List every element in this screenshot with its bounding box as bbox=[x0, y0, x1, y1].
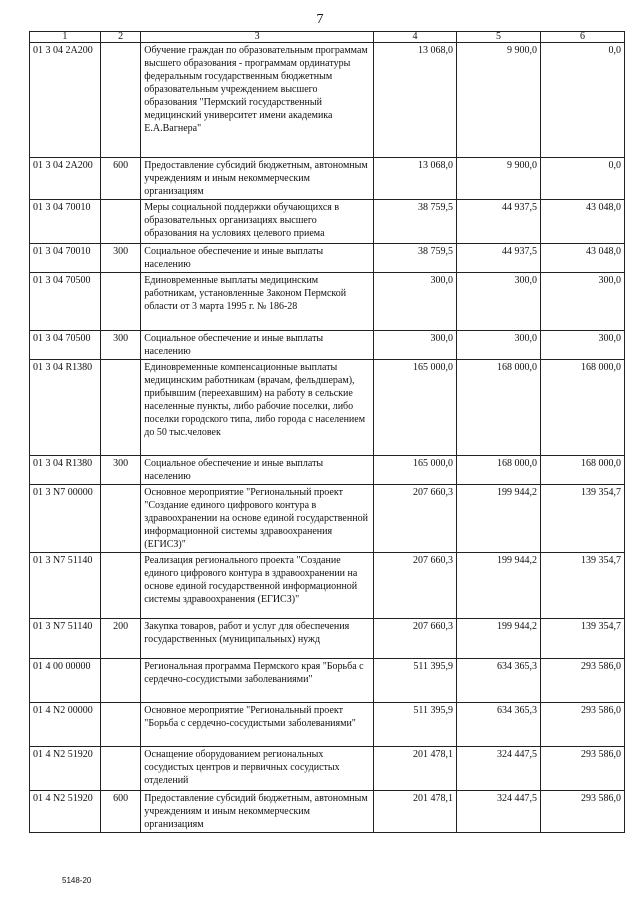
header-col-2: 2 bbox=[100, 32, 140, 43]
row-value-col5: 9 900,0 bbox=[457, 158, 541, 200]
row-expense-type: 300 bbox=[100, 456, 140, 485]
row-expense-type bbox=[100, 659, 140, 703]
row-value-col6: 139 354,7 bbox=[540, 553, 624, 619]
row-name: Региональная программа Пермского края "Борьба с сердечно-сосудистыми заболеваниями" bbox=[141, 659, 374, 703]
row-value-col5: 44 937,5 bbox=[457, 200, 541, 244]
row-value-col4: 38 759,5 bbox=[374, 244, 457, 273]
header-col-6: 6 bbox=[540, 32, 624, 43]
row-value-col4: 511 395,9 bbox=[374, 703, 457, 747]
row-expense-type bbox=[100, 747, 140, 791]
table-row bbox=[30, 456, 625, 485]
table-row bbox=[30, 244, 625, 273]
footer-document-code: 5148-20 bbox=[62, 876, 92, 885]
row-value-col4: 300,0 bbox=[374, 273, 457, 331]
table-row bbox=[30, 791, 625, 833]
row-name: Обучение граждан по образовательным программам высшего образования - программам ординатуры федеральным государственным бюджетным образовательным учреждением высшего образования "Пермский государственный медицинский университет имени академика Е.А.Вагнера" bbox=[141, 43, 374, 158]
row-code: 01 3 04 R1380 bbox=[30, 456, 101, 485]
row-value-col6: 293 586,0 bbox=[540, 747, 624, 791]
row-expense-type: 600 bbox=[100, 158, 140, 200]
row-name: Социальное обеспечение и иные выплаты населению bbox=[141, 456, 374, 485]
row-expense-type bbox=[100, 273, 140, 331]
row-value-col4: 207 660,3 bbox=[374, 485, 457, 553]
row-value-col5: 634 365,3 bbox=[457, 659, 541, 703]
row-code: 01 3 04 70010 bbox=[30, 200, 101, 244]
row-expense-type bbox=[100, 553, 140, 619]
row-code: 01 4 00 00000 bbox=[30, 659, 101, 703]
row-value-col5: 44 937,5 bbox=[457, 244, 541, 273]
header-col-3: 3 bbox=[141, 32, 374, 43]
row-expense-type: 600 bbox=[100, 791, 140, 833]
row-expense-type bbox=[100, 703, 140, 747]
row-value-col6: 43 048,0 bbox=[540, 200, 624, 244]
row-value-col4: 165 000,0 bbox=[374, 456, 457, 485]
row-value-col4: 207 660,3 bbox=[374, 553, 457, 619]
row-value-col6: 0,0 bbox=[540, 158, 624, 200]
table-row bbox=[30, 43, 625, 158]
table-row bbox=[30, 747, 625, 791]
row-value-col5: 324 447,5 bbox=[457, 791, 541, 833]
row-name: Меры социальной поддержки обучающихся в образовательных организациях высшего образования на условиях целевого приема bbox=[141, 200, 374, 244]
row-value-col5: 199 944,2 bbox=[457, 485, 541, 553]
row-code: 01 3 04 70010 bbox=[30, 244, 101, 273]
row-name: Закупка товаров, работ и услуг для обеспечения государственных (муниципальных) нужд bbox=[141, 619, 374, 659]
budget-table bbox=[29, 31, 625, 833]
row-name: Основное мероприятие "Региональный проект "Создание единого цифрового контура в здравоохранении на основе единой государственной информационной системы здравоохранения (ЕГИСЗ)" bbox=[141, 485, 374, 553]
table-row bbox=[30, 158, 625, 200]
row-code: 01 4 N2 51920 bbox=[30, 791, 101, 833]
row-value-col4: 201 478,1 bbox=[374, 747, 457, 791]
row-value-col6: 293 586,0 bbox=[540, 703, 624, 747]
table-header-row bbox=[30, 32, 625, 43]
header-col-1: 1 bbox=[30, 32, 101, 43]
row-code: 01 3 N7 51140 bbox=[30, 553, 101, 619]
table-row bbox=[30, 553, 625, 619]
row-expense-type bbox=[100, 360, 140, 456]
page-number: 7 bbox=[316, 12, 324, 27]
row-value-col6: 139 354,7 bbox=[540, 619, 624, 659]
row-code: 01 3 N7 00000 bbox=[30, 485, 101, 553]
row-name: Социальное обеспечение и иные выплаты населению bbox=[141, 244, 374, 273]
row-value-col4: 165 000,0 bbox=[374, 360, 457, 456]
row-value-col6: 300,0 bbox=[540, 273, 624, 331]
row-value-col6: 293 586,0 bbox=[540, 791, 624, 833]
row-value-col4: 511 395,9 bbox=[374, 659, 457, 703]
table-row bbox=[30, 360, 625, 456]
row-value-col6: 139 354,7 bbox=[540, 485, 624, 553]
row-code: 01 3 04 70500 bbox=[30, 273, 101, 331]
table-row bbox=[30, 703, 625, 747]
row-code: 01 3 04 R1380 bbox=[30, 360, 101, 456]
row-code: 01 3 04 2А200 bbox=[30, 43, 101, 158]
row-value-col6: 168 000,0 bbox=[540, 360, 624, 456]
row-expense-type: 300 bbox=[100, 244, 140, 273]
table-row bbox=[30, 273, 625, 331]
row-name: Социальное обеспечение и иные выплаты населению bbox=[141, 331, 374, 360]
row-expense-type bbox=[100, 200, 140, 244]
row-value-col6: 300,0 bbox=[540, 331, 624, 360]
row-code: 01 3 N7 51140 bbox=[30, 619, 101, 659]
row-code: 01 4 N2 51920 bbox=[30, 747, 101, 791]
row-expense-type bbox=[100, 43, 140, 158]
table-row bbox=[30, 200, 625, 244]
row-value-col5: 300,0 bbox=[457, 273, 541, 331]
row-value-col4: 300,0 bbox=[374, 331, 457, 360]
row-value-col5: 324 447,5 bbox=[457, 747, 541, 791]
row-value-col5: 9 900,0 bbox=[457, 43, 541, 158]
table-body bbox=[30, 43, 625, 833]
row-name: Единовременные компенсационные выплаты медицинским работникам (врачам, фельдшерам), прибывшим (переехавшим) на работу в сельские населенные пункты, либо рабочие поселки, либо поселки городского типа, либо города с населением до 50 тыс.человек bbox=[141, 360, 374, 456]
row-name: Основное мероприятие "Региональный проект "Борьба с сердечно-сосудистыми заболеваниями" bbox=[141, 703, 374, 747]
row-value-col6: 0,0 bbox=[540, 43, 624, 158]
row-expense-type bbox=[100, 485, 140, 553]
row-name: Оснащение оборудованием региональных сосудистых центров и первичных сосудистых отделений bbox=[141, 747, 374, 791]
row-value-col5: 168 000,0 bbox=[457, 456, 541, 485]
row-value-col4: 207 660,3 bbox=[374, 619, 457, 659]
row-value-col5: 199 944,2 bbox=[457, 553, 541, 619]
row-value-col6: 168 000,0 bbox=[540, 456, 624, 485]
table-row bbox=[30, 331, 625, 360]
row-expense-type: 200 bbox=[100, 619, 140, 659]
header-col-5: 5 bbox=[457, 32, 541, 43]
row-value-col4: 38 759,5 bbox=[374, 200, 457, 244]
row-code: 01 3 04 2А200 bbox=[30, 158, 101, 200]
row-value-col4: 13 068,0 bbox=[374, 158, 457, 200]
row-value-col5: 199 944,2 bbox=[457, 619, 541, 659]
header-col-4: 4 bbox=[374, 32, 457, 43]
table-row bbox=[30, 485, 625, 553]
row-value-col4: 201 478,1 bbox=[374, 791, 457, 833]
row-value-col5: 168 000,0 bbox=[457, 360, 541, 456]
row-value-col6: 293 586,0 bbox=[540, 659, 624, 703]
row-value-col6: 43 048,0 bbox=[540, 244, 624, 273]
table-row bbox=[30, 659, 625, 703]
row-value-col5: 300,0 bbox=[457, 331, 541, 360]
row-code: 01 3 04 70500 bbox=[30, 331, 101, 360]
row-name: Реализация регионального проекта "Создание единого цифрового контура в здравоохранении на основе единой государственной информационной системы здравоохранения (ЕГИСЗ)" bbox=[141, 553, 374, 619]
row-name: Единовременные выплаты медицинским работникам, установленные Законом Пермской области от 3 марта 1995 г. № 186-28 bbox=[141, 273, 374, 331]
row-value-col4: 13 068,0 bbox=[374, 43, 457, 158]
table-row bbox=[30, 619, 625, 659]
row-name: Предоставление субсидий бюджетным, автономным учреждениям и иным некоммерческим организациям bbox=[141, 791, 374, 833]
row-name: Предоставление субсидий бюджетным, автономным учреждениям и иным некоммерческим организациям bbox=[141, 158, 374, 200]
row-value-col5: 634 365,3 bbox=[457, 703, 541, 747]
row-expense-type: 300 bbox=[100, 331, 140, 360]
row-code: 01 4 N2 00000 bbox=[30, 703, 101, 747]
